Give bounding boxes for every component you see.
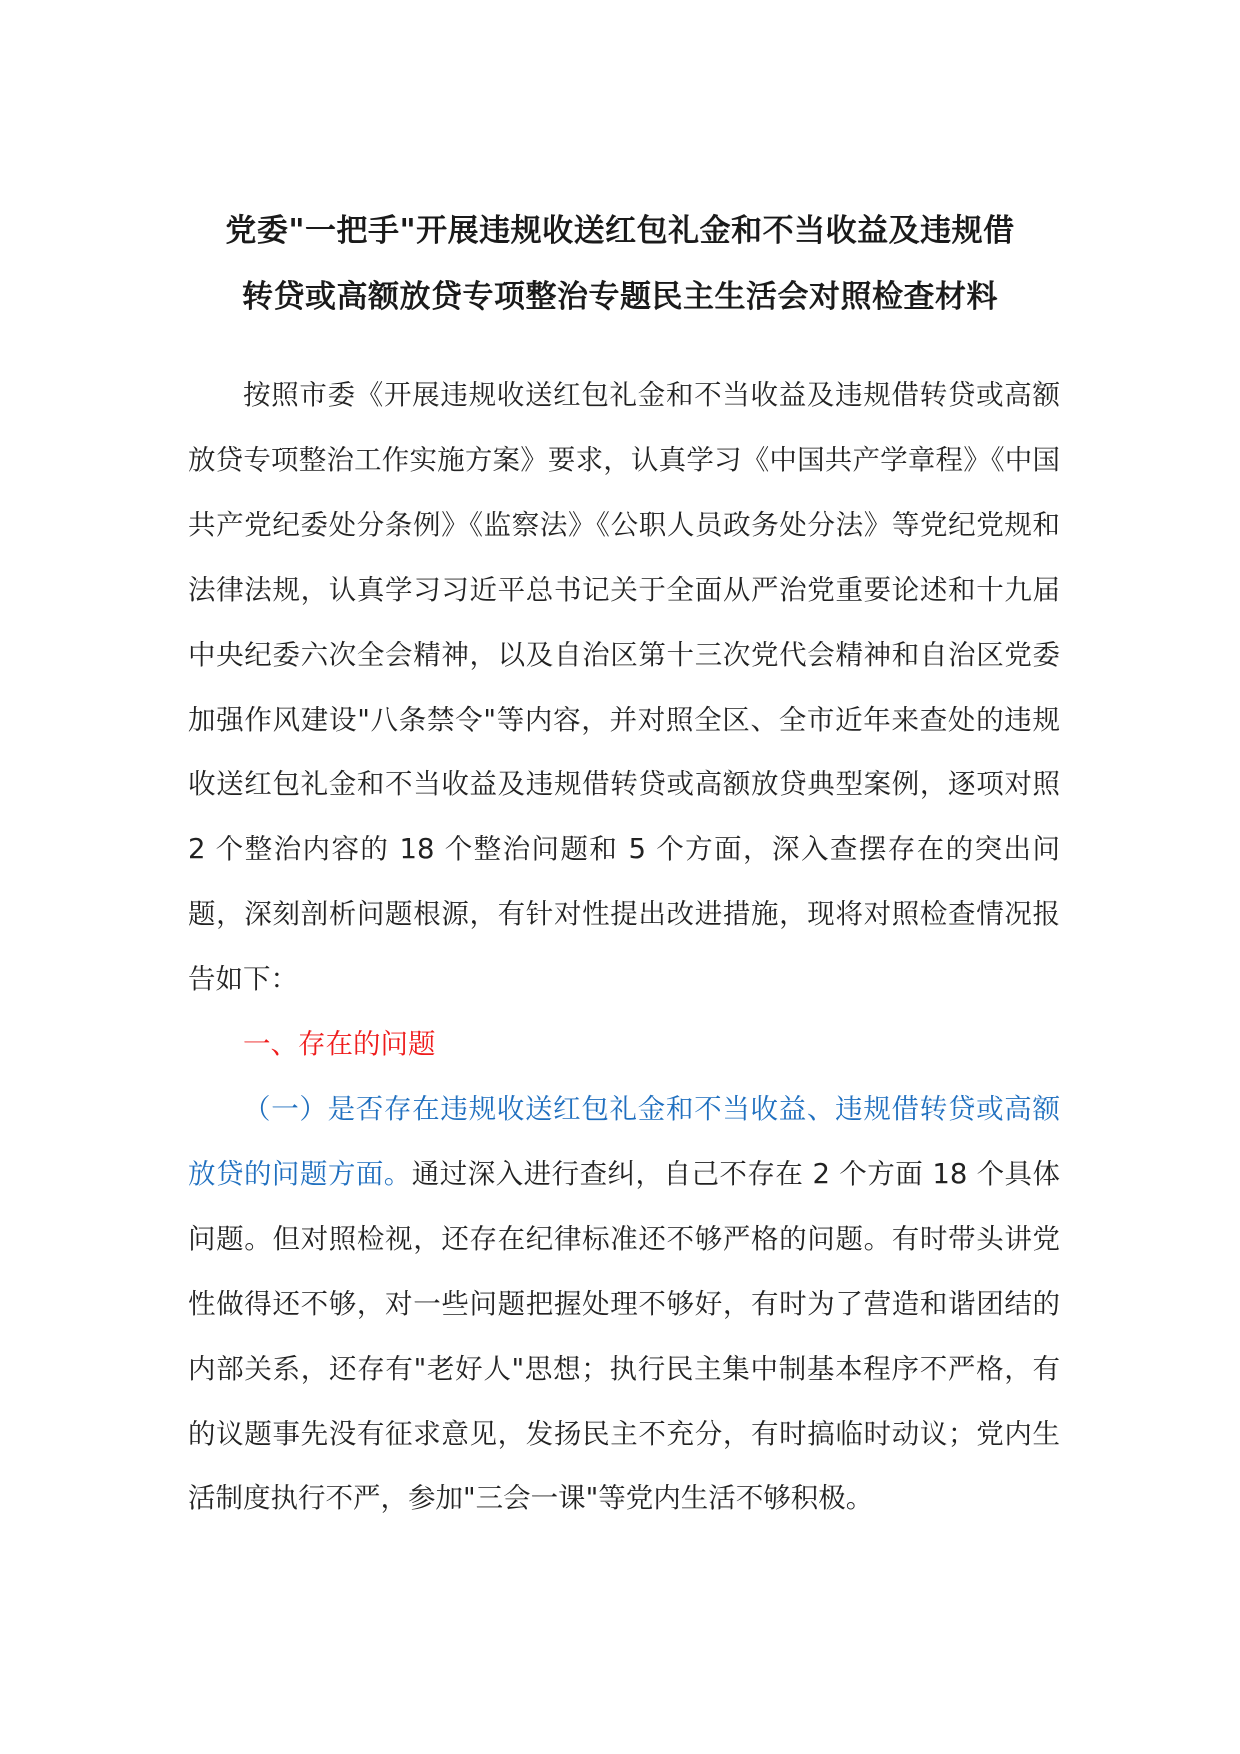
title-line-2: 转贷或高额放贷专项整治专题民主生活会对照检查材料 [242,279,998,315]
section-heading-problems: 一、存在的问题 [243,1028,436,1061]
subsection-body: 通过深入进行查纠，自己不存在 2 个方面 18 个具体问题。但对照检视，还存在纪律标准还不够严格的问题。有时带头讲党性做得还不够，对一些问题把握处理不够好，有时为了营造和谐团结的内部关系，还存有"老好人"思想；执行民主集中制基本程序不严格，有的议题事先没有征求意见，发扬民主不充分，有时搞临时动议；党内生活制度执行不严，参加"三会一课"等党内生活不够积极。 [188,1157,1061,1515]
document-body [188,363,1060,1531]
subsection-heading: （一）是否存在违规收送红包礼金和不当收益、违规借转贷或高额放贷的问题方面。 [188,1092,1060,1190]
intro-paragraph: 按照市委《开展违规收送红包礼金和不当收益及违规借转贷或高额放贷专项整治工作实施方案》要求，认真学习《中国共产学章程》《中国共产党纪委处分条例》《监察法》《公职人员政务处分法》等党纪党规和法律法规，认真学习习近平总书记关于全面从严治党重要论述和十九届中央纪委六次全会精神，以及自治区第十三次党代会精神和自治区党委加强作风建设"八条禁令"等内容，并对照全区、全市近年来查处的违规收送红包礼金和不当收益及违规借转贷或高额放贷典型案例，逐项对照 2 个整治内容的 18 个整治问题和 5 个方面，深入查摆存在的突出问题，深刻剖析问题根源，有针对性提出改进措施，现将对照检查情况报告如下： [188,379,1060,996]
title-line-1: 党委"一把手"开展违规收送红包礼金和不当收益及违规借 [225,213,1015,249]
subsection-paragraph [188,1077,1060,1531]
document-title [150,198,1090,330]
